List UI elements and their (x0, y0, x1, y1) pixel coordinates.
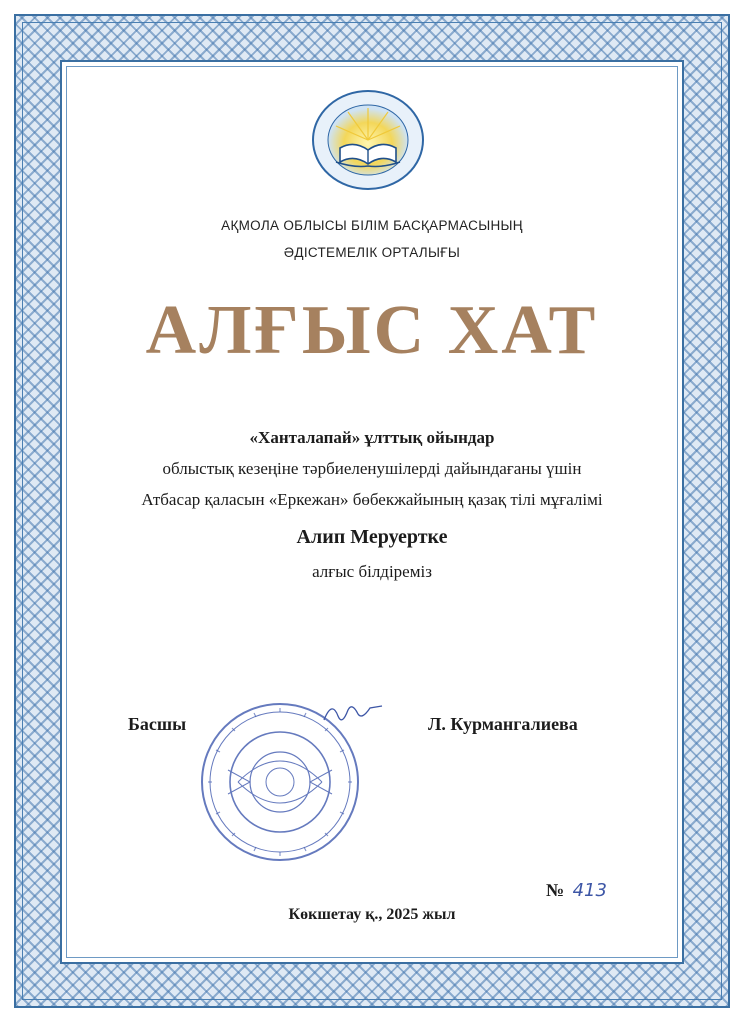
document-number (546, 880, 607, 901)
certificate-panel (60, 60, 684, 964)
signature-icon (318, 696, 388, 730)
number-label: № (546, 880, 565, 900)
organization-line-2: ӘДІСТЕМЕЛІК ОРТАЛЫҒЫ (283, 245, 461, 260)
recipient-name: Алип Меруертке (296, 526, 448, 548)
recipient-position: Атбасар қаласын «Еркежан» бөбекжайының қазақ тілі мұғалімі (141, 490, 603, 509)
signatory-role: Басшы (128, 714, 187, 734)
signatory-name: Л. Курмангалиева (428, 714, 578, 734)
closing-text: алғыс білдіреміз (312, 562, 432, 581)
place-and-year: Көкшетау қ., 2025 жыл (288, 906, 456, 923)
event-name: «Ханталапай» ұлттық ойындар (249, 428, 495, 447)
organization-line-1: АҚМОЛА ОБЛЫСЫ БІЛІМ БАСҚАРМАСЫНЫҢ (221, 218, 523, 233)
logo-icon (310, 88, 426, 192)
reason-text: облыстық кезеңіне тәрбиеленушілерді дайындағаны үшін (162, 459, 582, 478)
number-value: 413 (572, 880, 607, 901)
certificate-title: АЛҒЫС ХАТ (145, 292, 599, 369)
